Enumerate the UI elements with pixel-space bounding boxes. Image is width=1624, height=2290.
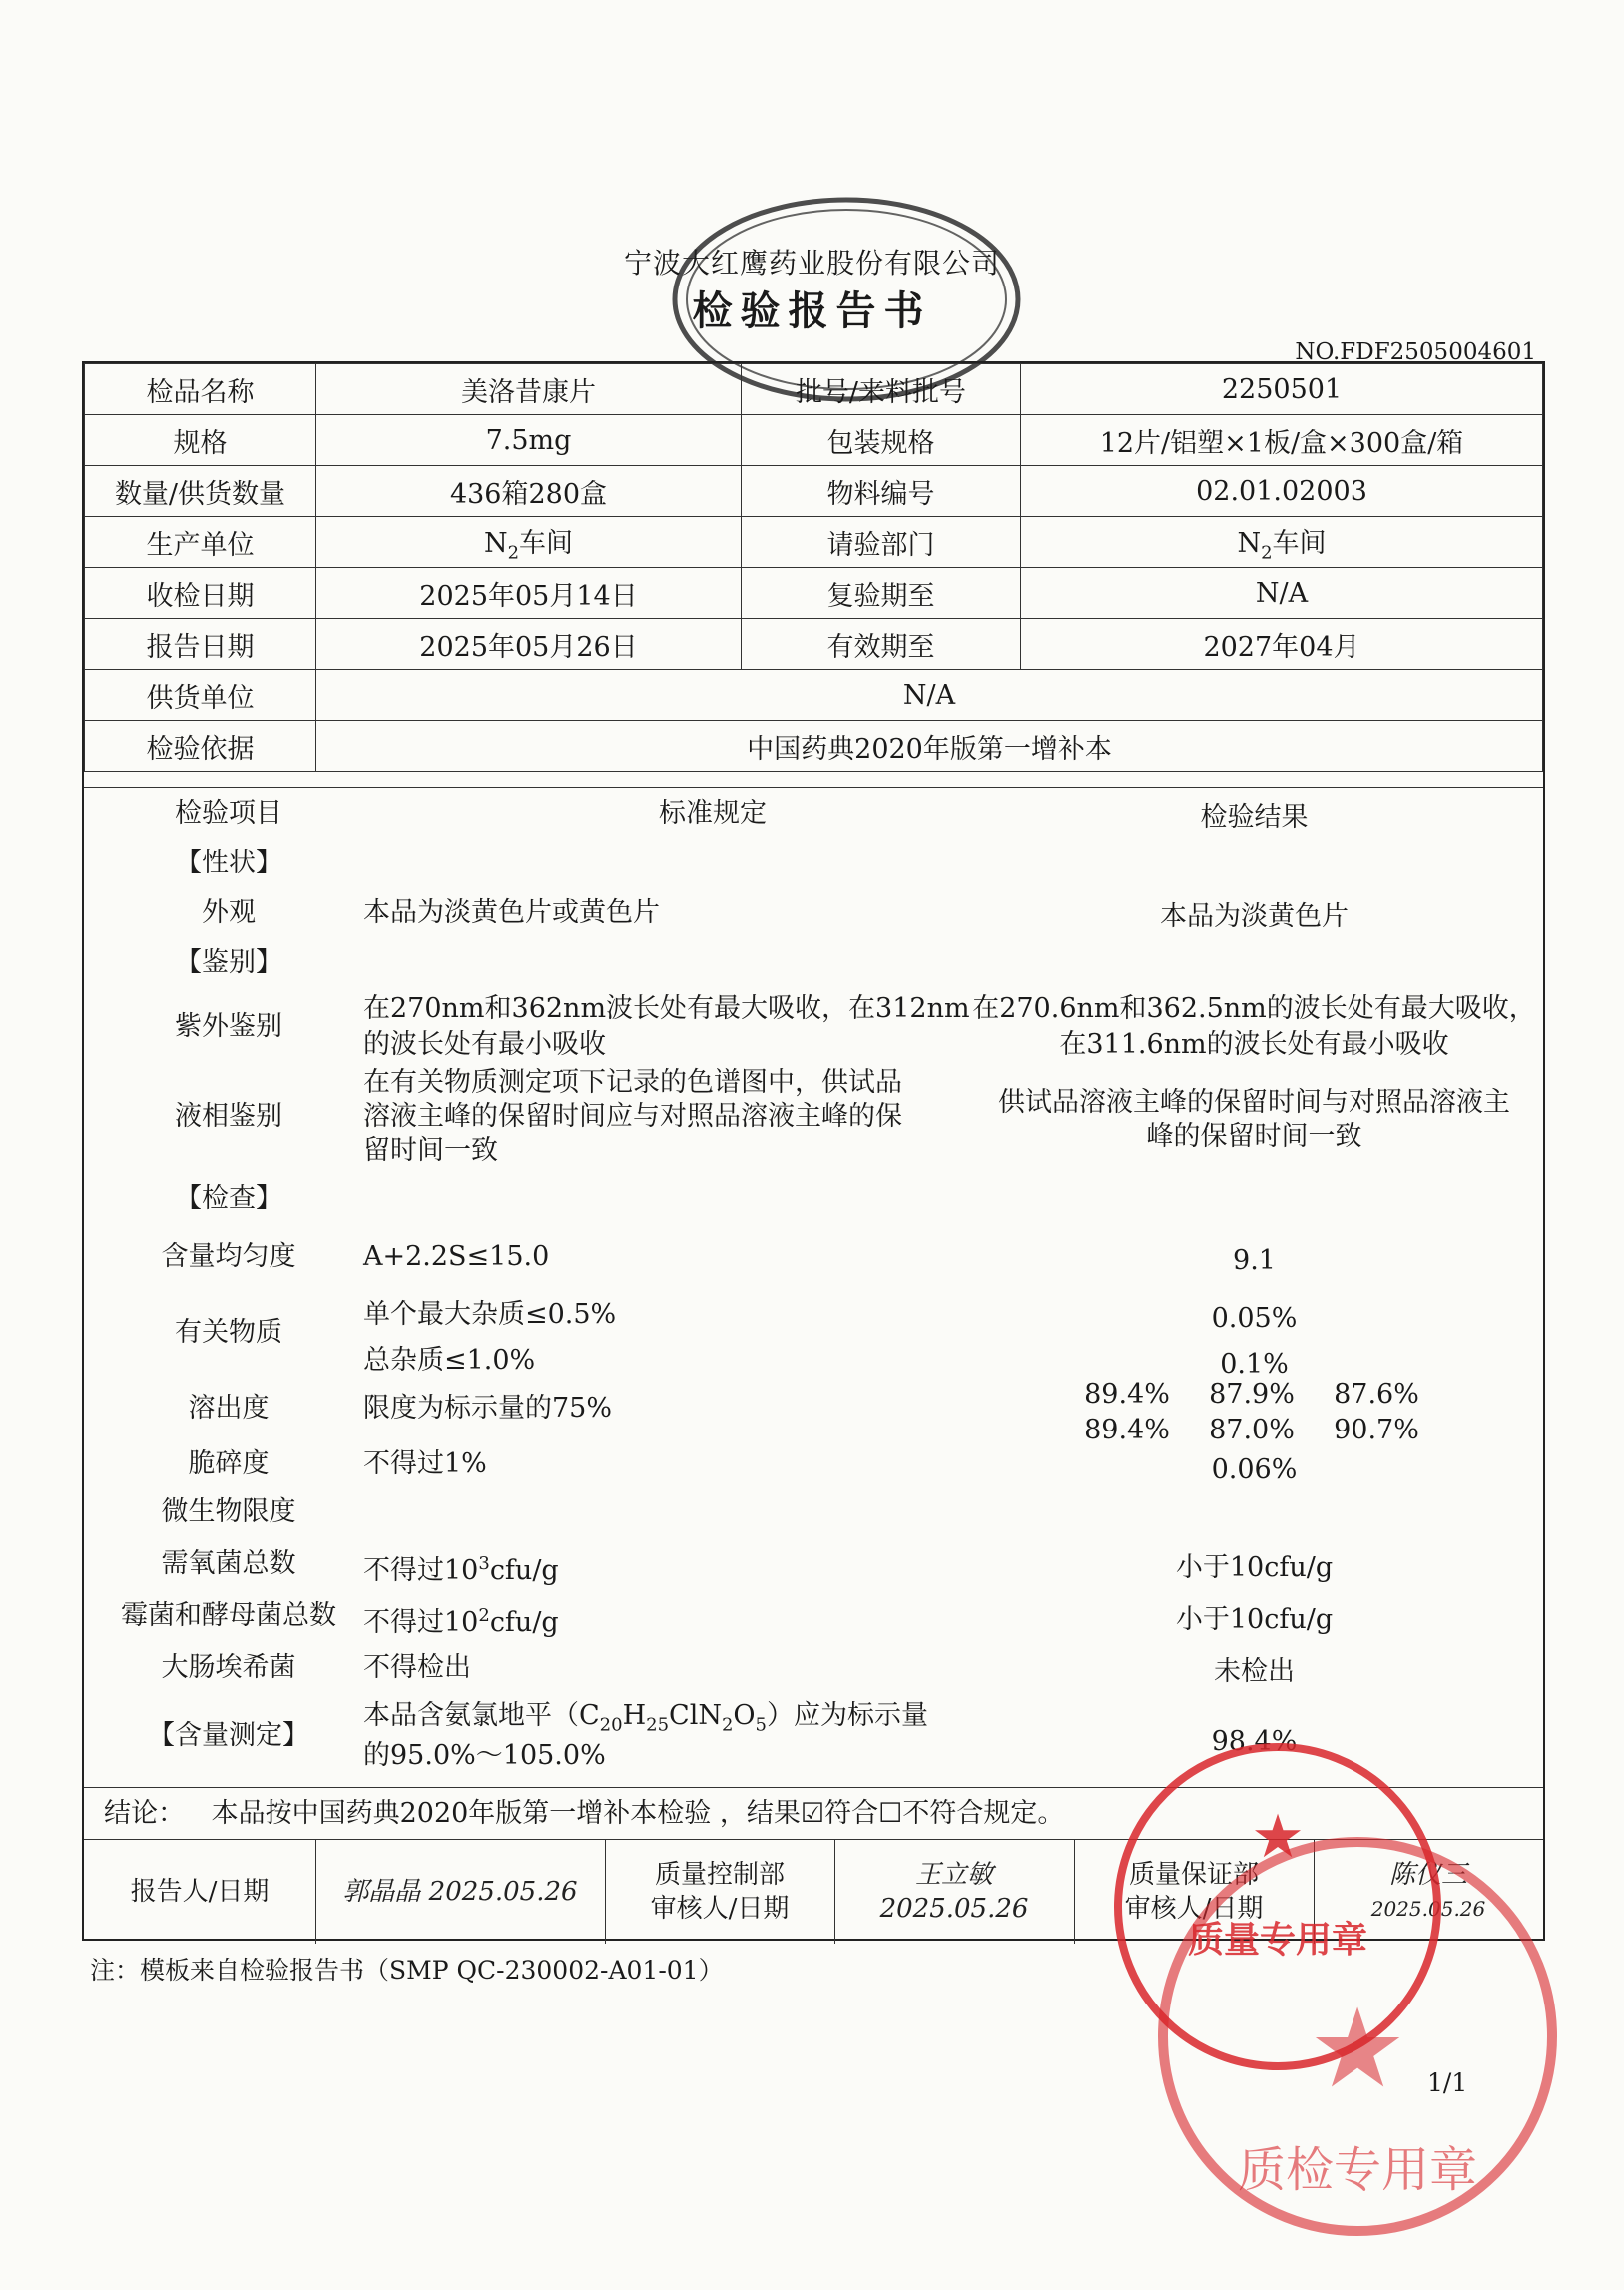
res-lc-2: 峰的保留时间一致: [1146, 1121, 1362, 1152]
page-number: 1/1: [1427, 2068, 1468, 2097]
std-assay-1: 本品含氨氯地平$(C_{20}H_{25}ClN_2O_5)$应为标示量: [363, 1700, 928, 1736]
qc-signature: 王立敏 2025.05.26: [834, 1840, 1075, 1944]
label-recv-date: 收检日期: [85, 568, 316, 619]
label-batch: 批号/来料批号: [742, 364, 1021, 415]
item-aerobic: 需氧菌总数: [161, 1548, 296, 1579]
res-rs-single: 0.05%: [1211, 1303, 1298, 1334]
value-basis: 中国药典2020年版第一增补本: [316, 721, 1543, 772]
value-retest: N/A: [1021, 568, 1543, 619]
res-appearance: 本品为淡黄色片: [1160, 901, 1349, 932]
conclusion-row: [84, 1787, 1543, 1840]
section-assay: 【含量测定】: [148, 1720, 309, 1751]
res-rs-total: 0.1%: [1220, 1349, 1289, 1380]
conclusion-text: 本品按中国药典2020年版第一增补本检验 ，结果: [211, 1798, 801, 1829]
dissolution-value: 89.4%: [1084, 1415, 1170, 1445]
label-pack: 包装规格: [742, 415, 1021, 466]
std-uv-2: 的波长处有最小吸收: [363, 1029, 606, 1060]
item-ecoli: 大肠埃希菌: [161, 1652, 296, 1683]
value-supplier: N/A: [316, 670, 1543, 721]
conclusion-label: 结论：: [104, 1798, 185, 1829]
std-lc-1: 在有关物质测定项下记录的色谱图中，供试品: [363, 1067, 902, 1098]
value-spec: 7.5mg: [316, 415, 742, 466]
item-related-substances: 有关物质: [175, 1317, 282, 1348]
res-lc-1: 供试品溶液主峰的保留时间与对照品溶液主: [998, 1087, 1510, 1118]
value-product-name: 美洛昔康片: [316, 364, 742, 415]
qa-label: 质量保证部 审核人/日期: [1074, 1840, 1315, 1944]
item-uv: 紫外鉴别: [175, 1011, 282, 1042]
value-recv-date: 2025年05月14日: [316, 568, 742, 619]
results-section: [84, 787, 1543, 1788]
label-supplier: 供货单位: [85, 670, 316, 721]
info-table: [84, 363, 1543, 772]
value-dept: $N_2$车间: [1021, 517, 1543, 568]
label-retest: 复验期至: [742, 568, 1021, 619]
nonconform-label: 不符合规定。: [902, 1798, 1065, 1829]
value-producer: $N_2$车间: [316, 517, 742, 568]
value-material: 02.01.02003: [1021, 466, 1543, 517]
report-number: NO.FDF2505004601: [1295, 339, 1536, 365]
header-standard: 标准规定: [659, 798, 767, 829]
res-assay: 98.4%: [1211, 1726, 1298, 1757]
label-dept: 请验部门: [742, 517, 1021, 568]
item-mold: 霉菌和酵母菌总数: [121, 1600, 336, 1631]
std-ecoli: 不得检出: [363, 1652, 471, 1683]
label-qty: 数量/供货数量: [85, 466, 316, 517]
label-report-date: 报告日期: [85, 619, 316, 670]
res-aerobic: 小于10cfu/g: [1175, 1552, 1334, 1583]
label-product-name: 检品名称: [85, 364, 316, 415]
dissolution-value: 89.4%: [1084, 1379, 1170, 1410]
dissolution-value: 87.6%: [1334, 1379, 1419, 1410]
reporter-signature: 郭晶晶 2025.05.26: [315, 1840, 606, 1944]
footer-note: 注：模板来自检验报告书（SMP QC-230002-A01-01）: [90, 1956, 724, 1985]
value-report-date: 2025年05月26日: [316, 619, 742, 670]
item-lc: 液相鉴别: [175, 1101, 282, 1132]
std-mold: 不得过$10^2cfu/g$: [363, 1605, 559, 1638]
qc-label: 质量控制部 审核人/日期: [605, 1840, 835, 1944]
report-table: [82, 361, 1545, 1941]
std-rs-total: 总杂质≤1.0%: [363, 1345, 536, 1376]
std-lc-3: 留时间一致: [363, 1135, 498, 1166]
item-dissolution: 溶出度: [188, 1393, 270, 1424]
label-material: 物料编号: [742, 466, 1021, 517]
svg-text:★: ★: [1251, 1802, 1305, 1872]
res-friability: 0.06%: [1211, 1454, 1298, 1485]
section-check: 【检查】: [175, 1183, 282, 1214]
nonconform-checkbox: ☐: [878, 1798, 903, 1829]
conform-label: 符合: [824, 1798, 879, 1829]
qa-signature: 陈仪三 2025.05.26: [1370, 1860, 1486, 1921]
company-name: 宁波大红鹰药业股份有限公司: [623, 247, 1000, 280]
label-expiry: 有效期至: [742, 619, 1021, 670]
res-mold: 小于10cfu/g: [1175, 1604, 1334, 1635]
label-basis: 检验依据: [85, 721, 316, 772]
svg-text:质检专用章: 质检专用章: [1237, 2142, 1478, 2198]
res-uv-2: 在311.6nm的波长处有最小吸收: [1059, 1029, 1449, 1060]
std-aerobic: 不得过$10^3cfu/g$: [363, 1553, 559, 1586]
section-identification: 【鉴别】: [175, 947, 282, 978]
res-content-uniformity: 9.1: [1233, 1245, 1276, 1276]
item-content-uniformity: 含量均匀度: [161, 1241, 296, 1272]
dissolution-value: 87.9%: [1209, 1379, 1295, 1410]
signature-row: [84, 1839, 1543, 1944]
reporter-label: 报告人/日期: [84, 1840, 316, 1944]
header-result: 检验结果: [1200, 802, 1309, 833]
svg-text:质量专用章: 质量专用章: [1187, 1920, 1368, 1961]
std-rs-single: 单个最大杂质≤0.5%: [363, 1299, 617, 1330]
std-dissolution: 限度为标示量的75%: [363, 1393, 613, 1424]
section-properties: 【性状】: [175, 848, 282, 878]
dissolution-value: 90.7%: [1334, 1415, 1419, 1445]
std-content-uniformity: A+2.2S≤15.0: [363, 1241, 550, 1272]
dissolution-value: 87.0%: [1209, 1415, 1295, 1445]
item-microbial: 微生物限度: [161, 1496, 296, 1527]
res-uv-1: 在270.6nm和362.5nm的波长处有最大吸收，: [972, 993, 1536, 1024]
item-appearance: 外观: [202, 897, 256, 928]
std-lc-2: 溶液主峰的保留时间应与对照品溶液主峰的保: [363, 1101, 902, 1132]
item-friability: 脆碎度: [188, 1448, 270, 1479]
std-assay-2: 的95.0%～105.0%: [363, 1740, 606, 1771]
std-friability: 不得过1%: [363, 1448, 487, 1479]
value-batch: 2250501: [1021, 364, 1543, 415]
report-title: 检验报告书: [692, 287, 932, 334]
res-ecoli: 未检出: [1214, 1656, 1295, 1687]
value-pack: 12片/铝塑×1板/盒×300盒/箱: [1021, 415, 1543, 466]
std-uv-1: 在270nm和362nm波长处有最大吸收，在312nm: [363, 993, 970, 1024]
label-spec: 规格: [85, 415, 316, 466]
value-qty: 436箱280盒: [316, 466, 742, 517]
std-appearance: 本品为淡黄色片或黄色片: [363, 897, 660, 928]
label-producer: 生产单位: [85, 517, 316, 568]
value-expiry: 2027年04月: [1021, 619, 1543, 670]
conform-checkbox: ☑: [800, 1798, 825, 1829]
svg-text:★: ★: [1308, 1985, 1407, 2112]
header-item: 检验项目: [175, 798, 282, 829]
